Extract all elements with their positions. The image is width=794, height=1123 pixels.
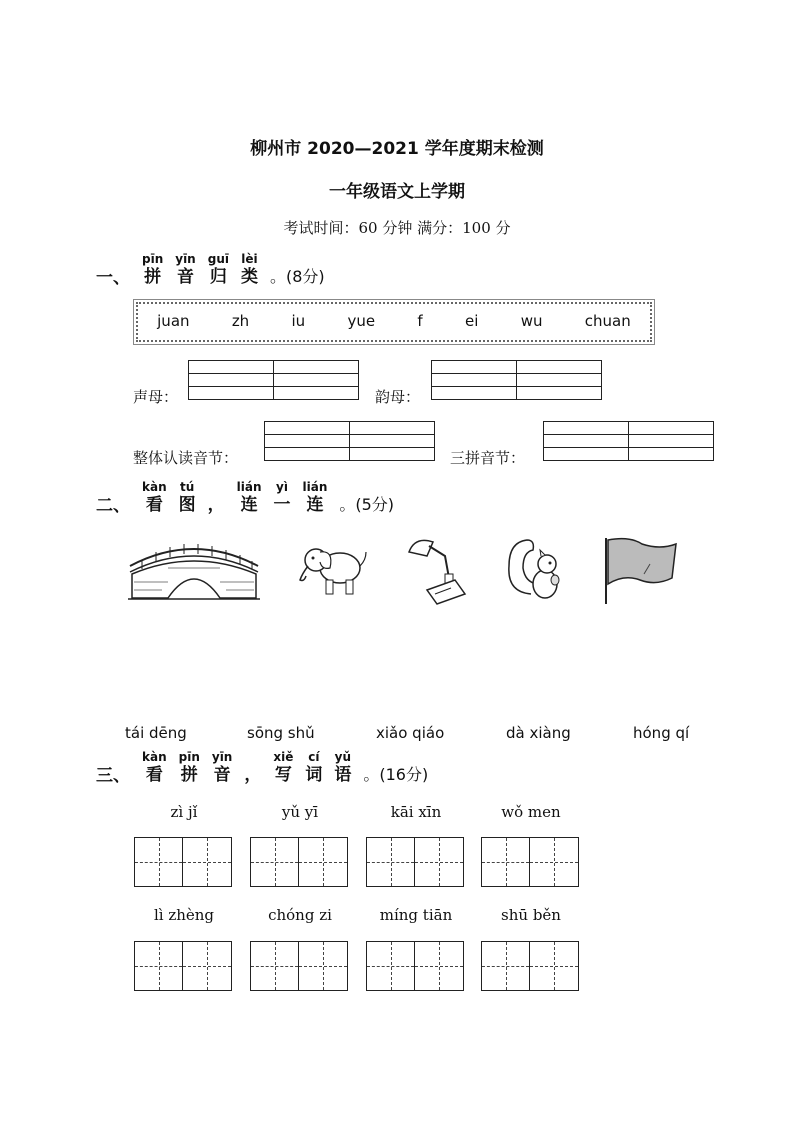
tianzige-box[interactable] bbox=[134, 941, 232, 991]
hanzi: 词 bbox=[305, 765, 323, 785]
section-number: 一、 bbox=[96, 268, 130, 288]
whole-syllable-answer-grid[interactable] bbox=[264, 421, 435, 461]
ruby-char bbox=[142, 480, 167, 516]
ruby-char bbox=[237, 480, 262, 516]
tianzige-box[interactable] bbox=[481, 837, 579, 887]
pinyin: tú bbox=[179, 480, 195, 494]
whole-syllable-label: 整体认读音节： bbox=[133, 449, 239, 467]
pinyin: xiě bbox=[273, 750, 294, 764]
word-pinyin: shū běn bbox=[501, 906, 561, 924]
hanzi: 音 bbox=[176, 267, 194, 287]
hanzi: 拼 bbox=[180, 765, 198, 785]
section-number: 三、 bbox=[96, 766, 130, 786]
hanzi: 看 bbox=[145, 765, 163, 785]
hanzi: 连 bbox=[240, 495, 258, 515]
letter-item: juan bbox=[157, 312, 190, 330]
ruby-char bbox=[208, 252, 229, 288]
tianzige-box[interactable] bbox=[481, 941, 579, 991]
hanzi: ， bbox=[244, 765, 262, 785]
ruby-char bbox=[179, 750, 200, 786]
bridge-image[interactable] bbox=[128, 538, 260, 602]
word-pinyin: zì jǐ bbox=[170, 803, 198, 821]
elephant-icon bbox=[296, 540, 370, 600]
hanzi: 归 bbox=[209, 267, 227, 287]
ruby-char bbox=[334, 750, 351, 786]
letter-item: zh bbox=[231, 312, 250, 330]
word-pinyin: lì zhèng bbox=[153, 906, 215, 924]
page-title: 柳州市 2020—2021 学年度期末检测 bbox=[250, 139, 544, 159]
pinyin: kàn bbox=[142, 750, 167, 764]
word-pinyin: yǔ yī bbox=[281, 803, 319, 821]
hanzi: 图 bbox=[178, 495, 196, 515]
pinyin: yì bbox=[276, 480, 288, 494]
ruby-char bbox=[208, 494, 225, 516]
pinyin: pīn bbox=[178, 750, 200, 764]
word-pinyin: míng tiān bbox=[379, 906, 453, 924]
hanzi: 连 bbox=[306, 495, 324, 515]
pinyin: guī bbox=[207, 252, 229, 266]
hanzi: 看 bbox=[145, 495, 163, 515]
tianzige-box[interactable] bbox=[366, 941, 464, 991]
hanzi: 类 bbox=[240, 267, 258, 287]
section3-heading bbox=[96, 746, 428, 786]
tianzige-box[interactable] bbox=[250, 941, 348, 991]
pinyin: lián bbox=[236, 480, 262, 494]
word-option[interactable]: xiǎo qiáo bbox=[376, 724, 445, 742]
finals-label: 韵母： bbox=[375, 388, 421, 406]
initials-answer-grid[interactable] bbox=[188, 360, 359, 400]
exam-info: 考试时间：60 分钟 满分：100 分 bbox=[283, 219, 511, 237]
elephant-image[interactable] bbox=[296, 540, 370, 600]
letter-item: iu bbox=[291, 312, 306, 330]
ruby-char bbox=[303, 480, 328, 516]
lamp-image[interactable] bbox=[405, 534, 469, 606]
pinyin: yǔ bbox=[334, 750, 352, 764]
squirrel-image[interactable] bbox=[503, 534, 567, 604]
word-option[interactable]: sōng shǔ bbox=[247, 724, 315, 742]
bridge-icon bbox=[128, 538, 260, 602]
tianzige-box[interactable] bbox=[250, 837, 348, 887]
tianzige-box[interactable] bbox=[134, 837, 232, 887]
ruby-char bbox=[274, 480, 291, 516]
ruby-char bbox=[212, 750, 232, 786]
hanzi: 写 bbox=[274, 765, 292, 785]
ruby-char bbox=[273, 750, 293, 786]
pinyin: cí bbox=[308, 750, 320, 764]
section-score: 。(8分) bbox=[269, 267, 325, 286]
hanzi: 语 bbox=[334, 765, 352, 785]
letter-item: yue bbox=[347, 312, 376, 330]
hanzi: 一 bbox=[273, 495, 291, 515]
pinyin: pīn bbox=[142, 252, 164, 266]
pinyin: kàn bbox=[142, 480, 167, 494]
desk-lamp-icon bbox=[405, 534, 469, 606]
section1-heading bbox=[96, 248, 325, 288]
word-pinyin: chóng zi bbox=[268, 906, 332, 924]
initials-label: 声母： bbox=[133, 388, 179, 406]
page-subtitle: 一年级语文上学期 bbox=[329, 182, 465, 202]
three-syllable-label: 三拼音节： bbox=[450, 449, 526, 467]
ruby-char bbox=[241, 252, 258, 288]
word-option[interactable]: dà xiàng bbox=[506, 724, 571, 742]
hanzi: 音 bbox=[213, 765, 231, 785]
ruby-char bbox=[142, 750, 167, 786]
pinyin: lián bbox=[302, 480, 328, 494]
pinyin: lèi bbox=[241, 252, 258, 266]
section-score: 。(16分) bbox=[363, 765, 429, 784]
letter-item: f bbox=[417, 312, 423, 330]
section2-heading bbox=[96, 476, 394, 516]
word-option[interactable]: tái dēng bbox=[125, 724, 187, 742]
letter-item: chuan bbox=[584, 312, 631, 330]
letter-item: wu bbox=[520, 312, 543, 330]
ruby-char bbox=[305, 750, 322, 786]
tianzige-box[interactable] bbox=[366, 837, 464, 887]
word-option[interactable]: hóng qí bbox=[633, 724, 690, 742]
three-syllable-answer-grid[interactable] bbox=[543, 421, 714, 461]
pinyin: yīn bbox=[175, 252, 196, 266]
ruby-char bbox=[179, 480, 196, 516]
letter-list bbox=[136, 312, 652, 330]
word-pinyin: wǒ men bbox=[501, 803, 561, 821]
hanzi: ， bbox=[207, 495, 225, 515]
squirrel-icon bbox=[503, 534, 567, 604]
hanzi: 拼 bbox=[144, 267, 162, 287]
finals-answer-grid[interactable] bbox=[431, 360, 602, 400]
word-pinyin: kāi xīn bbox=[390, 803, 442, 821]
letter-item: ei bbox=[464, 312, 479, 330]
section-number: 二、 bbox=[96, 496, 130, 516]
flag-icon bbox=[600, 534, 680, 606]
ruby-char bbox=[244, 764, 261, 786]
pinyin: yīn bbox=[211, 750, 233, 764]
ruby-char bbox=[175, 252, 195, 288]
ruby-char bbox=[142, 252, 163, 288]
section-score: 。(5分) bbox=[339, 495, 395, 514]
flag-image[interactable] bbox=[600, 534, 680, 606]
